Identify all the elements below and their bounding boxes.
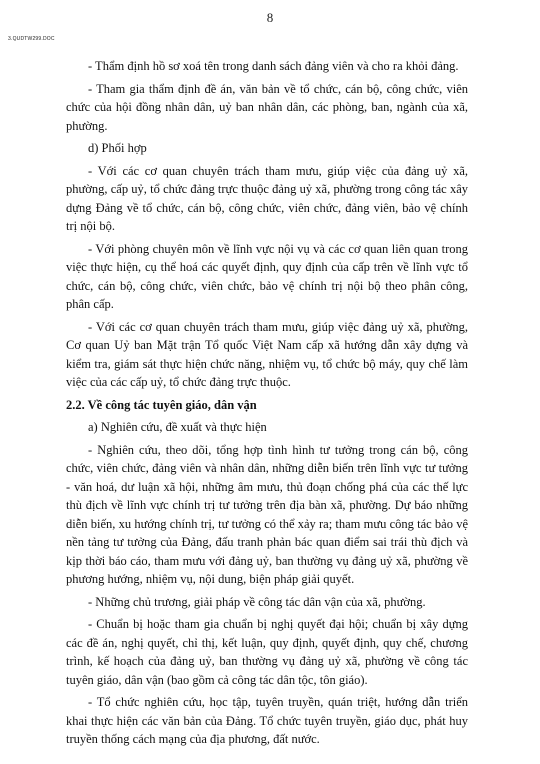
paragraph: - Với các cơ quan chuyên trách tham mưu, giúp việc đảng uỷ xã, phường, Cơ quan Uỷ ban Mặt trận Tổ quốc Việt Nam cấp xã hướng dẫn xây dựng và kiểm tra, giám sát thực hiện chức năng, nhiệm vụ, tổ chức bộ máy, quy chế làm việc của các cấp uỷ, tổ chức đảng trực thuộc.	[66, 319, 468, 389]
section-heading: 2.2. Về công tác tuyên giáo, dân vận	[66, 397, 257, 412]
paragraph: - Với các cơ quan chuyên trách tham mưu, giúp việc của đảng uỷ xã, phường, cấp uỷ, tổ chức đảng trực thuộc đảng uỷ xã, phường trong công tác xây dựng Đảng về tổ chức, cán bộ, công chức, viên chức, đảng viên, bảo vệ chính trị nội bộ.	[66, 163, 468, 233]
paragraph: - Thẩm định hồ sơ xoá tên trong danh sách đảng viên và cho ra khỏi đảng.	[88, 59, 459, 73]
file-label: 3.QUDTW299.DOC	[8, 36, 55, 42]
paragraph: - Tổ chức nghiên cứu, học tập, tuyên truyền, quán triệt, hướng dẫn triển khai thực hiện các văn bản của Đảng. Tổ chức tuyên truyền, giáo dục, phát huy truyền thống cách mạng của địa phương, đất nước.	[66, 695, 468, 746]
subheading: a) Nghiên cứu, đề xuất và thực hiện	[88, 420, 267, 434]
page-number: 8	[266, 10, 274, 25]
paragraph: - Với phòng chuyên môn về lĩnh vực nội vụ và các cơ quan liên quan trong việc thực hiện, cụ thể hoá các quyết định, quy định của cấp trên về lĩnh vực tổ chức, cán bộ, công chức, viên chức, bảo vệ chính trị nội bộ theo phân công, phân cấp.	[66, 241, 468, 311]
paragraph: - Tham gia thẩm định đề án, văn bản về tổ chức, cán bộ, công chức, viên chức của hội đồng nhân dân, uỷ ban nhân dân, các phòng, ban, ngành của xã, phường.	[66, 81, 468, 133]
subheading: d) Phối hợp	[88, 141, 147, 155]
paragraph: - Những chủ trương, giải pháp về công tác dân vận của xã, phường.	[88, 594, 426, 609]
paragraph: - Chuẩn bị hoặc tham gia chuẩn bị nghị quyết đại hội; chuẩn bị xây dựng các đề án, nghị quyết, chỉ thị, kết luận, quy định, quyết định, quy chế, chương trình, kế hoạch của đảng uỷ, ban thường vụ đảng uỷ xã, phường về công tác tuyên giáo, dân vận (bao gồm cả công tác dân tộc, tôn giáo).	[66, 617, 468, 687]
paragraph: - Nghiên cứu, theo dõi, tổng hợp tình hình tư tưởng trong cán bộ, công chức, viên chức, đảng viên và nhân dân, những diễn biến trên lĩnh vực tư tưởng - văn hoá, dư luận xã hội, những âm mưu, thủ đoạn chống phá của các thế lực thù địch về lĩnh vực chính trị tư tưởng trên địa bàn xã, phường. Dự báo những diễn biến, xu hướng chính trị, tư tưởng có thể xảy ra; tham mưu công tác bảo vệ nền tảng tư tưởng của Đảng, đấu tranh phản bác quan điểm sai trái thù địch và kịp thời báo cáo, tham mưu với đảng uỷ, ban thường vụ đảng uỷ xã, phường về phương hướng, nhiệm vụ, nội dung, biện pháp giải quyết.	[66, 442, 468, 586]
document-body	[66, 57, 468, 753]
